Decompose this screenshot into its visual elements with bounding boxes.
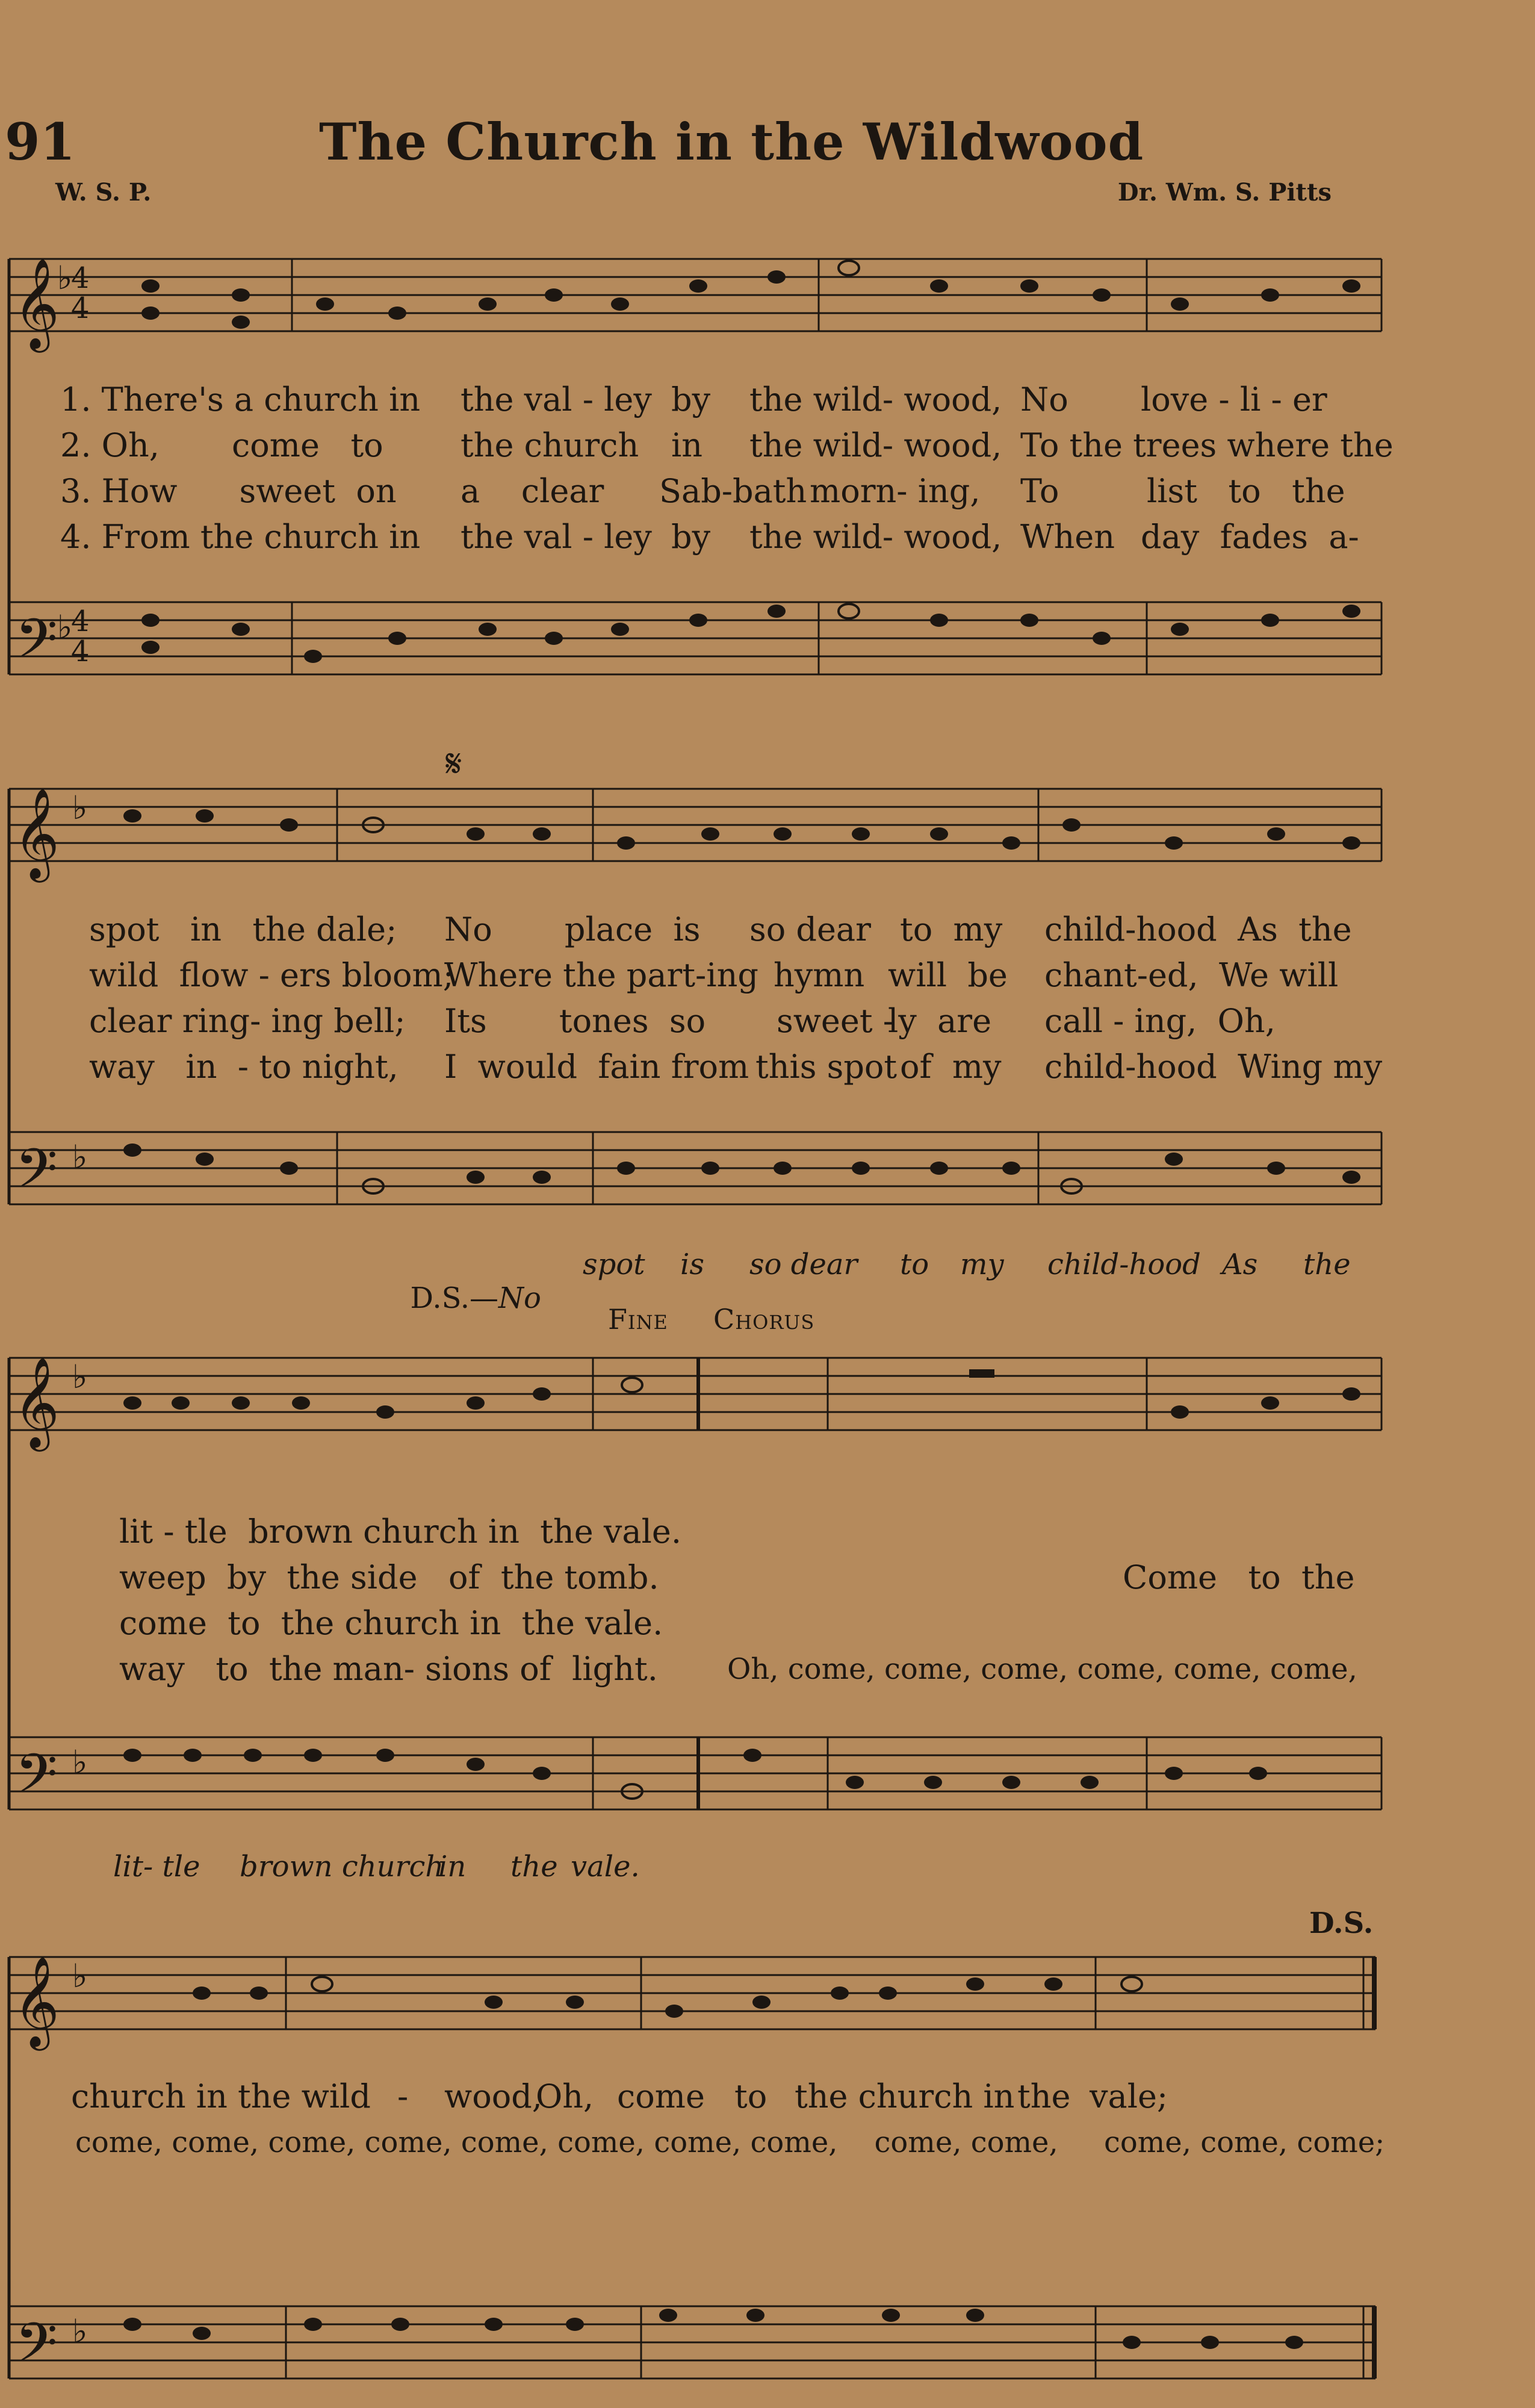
verse4-line1-e: When (1020, 518, 1115, 556)
verse3-line1-a: 3. How sweet on (60, 472, 397, 510)
svg-text:𝄞: 𝄞 (13, 1356, 60, 1448)
verse2-line3: weep by the side of the tomb. (119, 1558, 659, 1596)
verse1-line2-c: so dear (749, 910, 871, 948)
verse1-line1-d: the wild- wood, (749, 381, 1002, 418)
verse1-line1-f: love - li - er (1141, 381, 1327, 418)
verse2-line2-c: hymn (774, 956, 865, 994)
verse3-line1-d: morn- ing, (810, 472, 981, 510)
words-credit: W. S. P. (55, 178, 152, 207)
svg-text:♭: ♭ (57, 608, 73, 646)
staff-notation-1 (0, 0, 1535, 753)
svg-text:𝄋: 𝄋 (445, 753, 462, 786)
s4-oh: Oh, (536, 2077, 594, 2115)
verse3-line1-f: list to the (1147, 472, 1345, 510)
svg-text:𝄢: 𝄢 (15, 2311, 58, 2388)
verse4-line2-e: child-hood Wing my (1044, 1048, 1383, 1086)
ds-line-vale: vale. (571, 1850, 640, 1884)
ds-word-the: the (1303, 1248, 1351, 1281)
svg-text:♭: ♭ (72, 1957, 88, 1995)
verse3-line3: come to the church in the vale. (119, 1604, 663, 1642)
svg-text:𝄢: 𝄢 (15, 1742, 58, 1819)
ds-line-little: lit- tle (113, 1850, 200, 1884)
ds-mark: D.S. (1309, 1906, 1374, 1940)
music-credit: Dr. Wm. S. Pitts (1117, 178, 1332, 207)
ds-word-spot: spot (583, 1248, 645, 1281)
chorus-soprano-lyric: Come to the (1123, 1558, 1355, 1596)
verse3-line2-b: Its tones so (444, 1002, 706, 1040)
verse2-line1-a: 2. Oh, come to (60, 426, 383, 464)
verse2-line1-b: the church (460, 426, 639, 464)
s4-come: come (617, 2077, 705, 2115)
svg-text:𝄢: 𝄢 (15, 1137, 58, 1214)
svg-text:𝄞: 𝄞 (13, 257, 60, 349)
verse3-line1-c: Sab-bath (659, 472, 807, 510)
verse4-line1-d: the wild- wood, (749, 518, 1002, 556)
s4-vale: vale; (1090, 2077, 1168, 2115)
fine-label: Fine (608, 1303, 668, 1336)
chorus-label: Chorus (713, 1303, 815, 1336)
hymn-title: The Church in the Wildwood (319, 112, 1144, 172)
verse2-line2-e: chant-ed, We will (1044, 956, 1339, 994)
svg-text:♭: ♭ (57, 259, 73, 297)
ds-word-childhood: child-hood (1047, 1248, 1201, 1281)
s4-church-in-the-wild: church in the wild (71, 2077, 371, 2115)
s4-the: the (1017, 2077, 1071, 2115)
verse4-line3: way to the man- sions of light. (119, 1650, 658, 1688)
svg-text:𝄞: 𝄞 (13, 787, 60, 879)
verse4-line2-c: this spot (755, 1048, 898, 1086)
verse1-line2-d: to my (900, 910, 1003, 948)
s4-wood: wood, (444, 2077, 542, 2115)
svg-text:4: 4 (71, 605, 90, 638)
svg-text:♭: ♭ (72, 1358, 88, 1396)
svg-text:♭: ♭ (72, 1743, 88, 1781)
verse3-line1-b: a clear (460, 472, 604, 510)
ds-word-so-dear: so dear (749, 1248, 858, 1281)
svg-text:♭: ♭ (72, 1138, 88, 1176)
verse1-line2-a: spot in the dale; (89, 910, 397, 948)
verse3-line2-d: ly are (888, 1002, 992, 1040)
verse1-line2-b: No place is (444, 910, 701, 948)
ds-prefix: D.S.—No (410, 1281, 541, 1315)
svg-text:4: 4 (71, 261, 90, 295)
verse4-line2-d: of my (900, 1048, 1002, 1086)
verse2-line1-c: in (671, 426, 703, 464)
verse4-line1-c: by (671, 518, 711, 556)
verse4-line1-f: day fades a- (1141, 518, 1359, 556)
verse3-line2-a: clear ring- ing bell; (89, 1002, 406, 1040)
verse3-line1-e: To (1020, 472, 1059, 510)
svg-text:𝄞: 𝄞 (13, 1955, 60, 2047)
ds-line-in: in (438, 1850, 467, 1884)
verse2-line1-d: the wild- wood, (749, 426, 1002, 464)
svg-text:4: 4 (71, 635, 90, 668)
chorus-bass-lyric: Oh, come, come, come, come, come, come, (727, 1652, 1357, 1686)
verse1-line2-e: child-hood As the (1044, 910, 1352, 948)
verse2-line2-b: Where the part-ing (444, 956, 758, 994)
s4-hyphen: - (397, 2077, 409, 2115)
verse2-line2-d: will be (888, 956, 1008, 994)
verse1-line3: lit - tle brown church in the vale. (119, 1513, 682, 1551)
ds-word-as: As (1222, 1248, 1258, 1281)
ds-line-the: the (510, 1850, 558, 1884)
verse4-line2-a: way in - to night, (89, 1048, 398, 1086)
verse2-line2-a: wild flow - ers bloom; (89, 956, 454, 994)
svg-text:𝄢: 𝄢 (15, 607, 58, 684)
s4-the-church-in: the church in (795, 2077, 1015, 2115)
ds-word-is: is (680, 1248, 704, 1281)
s4-bass-lyric: come, come, come, come, come, come, come, come, come, come, come, come, come; (75, 2126, 1385, 2159)
ds-word-my: my (960, 1248, 1004, 1281)
verse1-line1-a: 1. There's a church in (60, 381, 421, 418)
verse2-line1-e: To the trees where the (1020, 426, 1394, 464)
verse4-line1-b: the val - ley (460, 518, 652, 556)
hymn-number: 91 (5, 112, 75, 172)
verse3-line2-c: sweet - (777, 1002, 894, 1040)
s4-to: to (734, 2077, 768, 2115)
verse1-line1-c: by (671, 381, 711, 418)
verse1-line1-e: No (1020, 381, 1068, 418)
svg-text:♭: ♭ (72, 2312, 88, 2350)
verse1-line1-b: the val - ley (460, 381, 652, 418)
svg-text:♭: ♭ (72, 789, 88, 827)
svg-text:4: 4 (71, 291, 90, 325)
verse3-line2-e: call - ing, Oh, (1044, 1002, 1276, 1040)
verse4-line2-b: I would fain from (444, 1048, 749, 1086)
ds-word-to: to (900, 1248, 929, 1281)
verse4-line1-a: 4. From the church in (60, 518, 421, 556)
ds-line-brown-church: brown church (240, 1850, 444, 1884)
